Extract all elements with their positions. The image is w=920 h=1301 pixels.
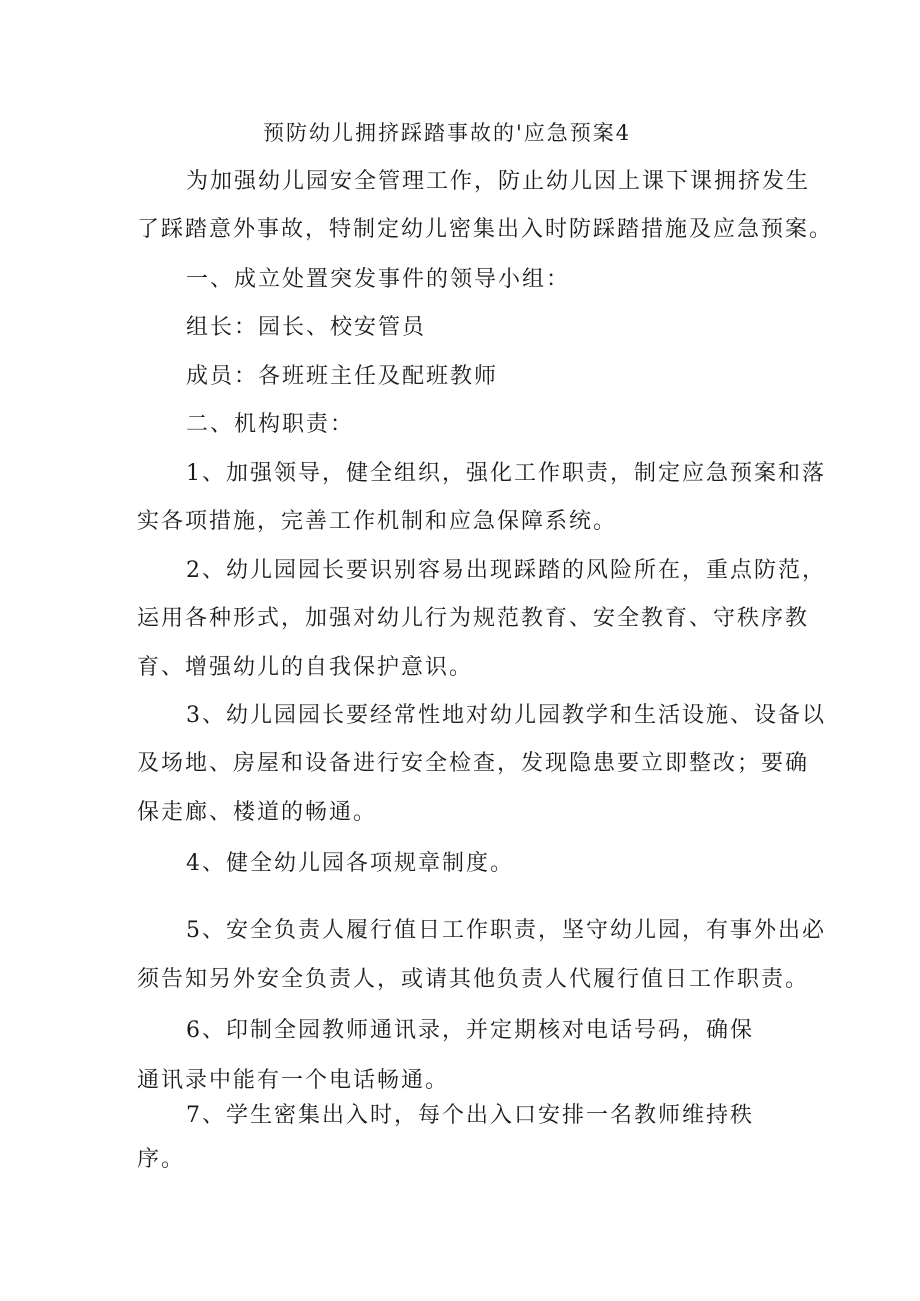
paragraph-line: 保走廊、楼道的畅通。 [137,800,378,825]
paragraph-line: 二、机构职责： [186,412,355,437]
paragraph-line: 须告知另外安全负责人，或请其他负责人代履行值日工作职责。 [137,967,810,992]
paragraph-line: 6、印制全园教师通讯录，并定期核对电话号码，确保 [186,1018,754,1043]
paragraph-line: 及场地、房屋和设备进行安全检查，发现隐患要立即整改；要确 [137,751,810,776]
paragraph-line: 1、加强领导，健全组织，强化工作职责，制定应急预案和落 [186,461,826,486]
paragraph-line: 组长：园长、校安管员 [186,315,427,340]
paragraph-line: 育、增强幼儿的自我保护意识。 [137,655,474,680]
paragraph-line: 运用各种形式，加强对幼儿行为规范教育、安全教育、守秩序教 [137,606,810,631]
paragraph-line: 4、健全幼儿园各项规章制度。 [186,851,514,876]
paragraph-line: 7、学生密集出入时，每个出入口安排一名教师维持秩 [186,1103,754,1128]
paragraph-line: 5、安全负责人履行值日工作职责，坚守幼儿园，有事外出必 [186,918,826,943]
paragraph-line: 实各项措施，完善工作机制和应急保障系统。 [137,509,618,534]
paragraph-line: 成员：各班班主任及配班教师 [186,364,499,389]
paragraph-line: 通讯录中能有一个电话畅通。 [137,1068,450,1093]
paragraph-line: 了踩踏意外事故，特制定幼儿密集出入时防踩踏措施及应急预案。 [137,217,834,242]
paragraph-line: 序。 [137,1147,186,1172]
document-title: 预防幼儿拥挤踩踏事故的'应急预案4 [263,121,632,145]
paragraph-line: 2、幼儿园园长要识别容易出现踩踏的风险所在，重点防范， [186,558,826,583]
paragraph-line: 一、成立处置突发事件的领导小组： [186,267,571,292]
paragraph-line: 为加强幼儿园安全管理工作，防止幼儿因上课下课拥挤发生 [186,169,811,194]
paragraph-line: 3、幼儿园园长要经常性地对幼儿园教学和生活设施、设备以 [186,703,826,728]
